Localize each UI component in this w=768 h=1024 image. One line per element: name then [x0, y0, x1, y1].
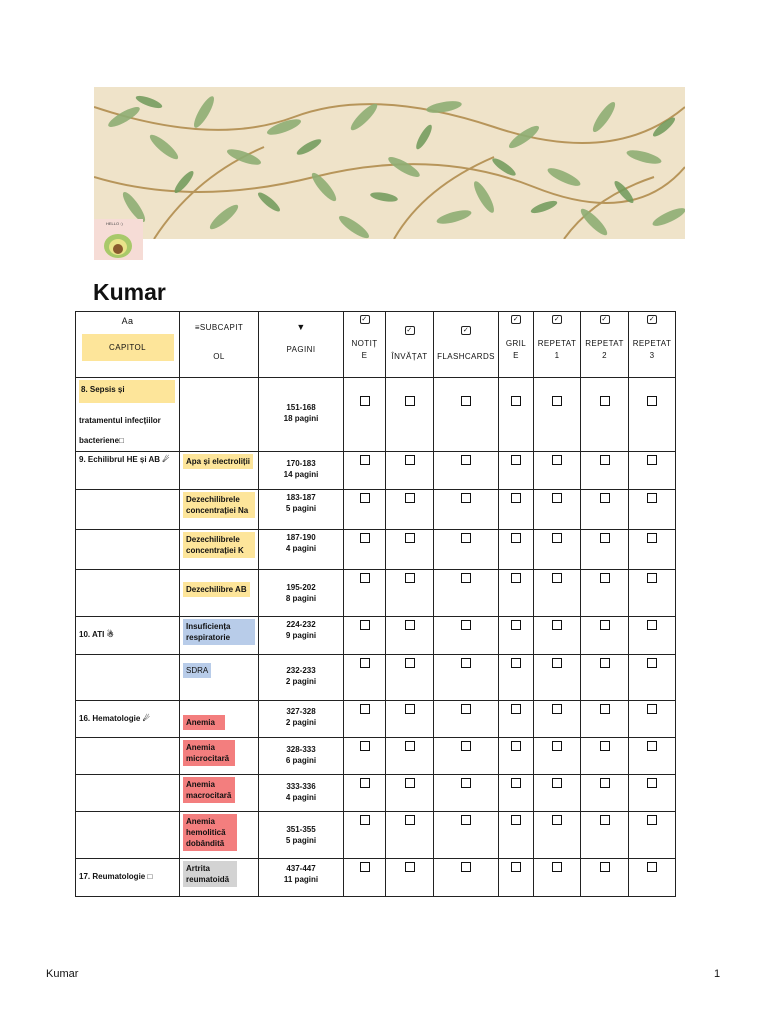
checkbox-grile[interactable]: [499, 812, 534, 859]
subcapitol-cell: [180, 378, 259, 452]
checkbox-invatat[interactable]: [386, 859, 434, 897]
checkbox-notite[interactable]: [344, 617, 386, 655]
subcapitol-cell: Dezechilibrele concentrației Na: [180, 490, 259, 530]
checkbox-flashcards[interactable]: [434, 701, 499, 738]
pages-cell: 328-333 6 pagini: [259, 738, 344, 775]
table-header-row: [76, 312, 676, 378]
header-grile[interactable]: ✓ GRIL E: [499, 312, 534, 378]
pages-cell: 351-355 5 pagini: [259, 812, 344, 859]
header-banner-image: [94, 87, 685, 239]
page-number: 1: [714, 968, 721, 980]
table-row: [76, 378, 676, 452]
subcapitol-cell: Artrita reumatoidă: [180, 859, 259, 897]
subcapitol-cell: Dezechilibre AB: [180, 570, 259, 617]
capitol-cell: [76, 490, 180, 530]
capitol-cell: [76, 738, 180, 775]
checkbox-repetat-2[interactable]: [581, 738, 629, 775]
page-title: Kumar: [93, 279, 166, 305]
checkbox-repetat-1[interactable]: [534, 530, 581, 570]
checkbox-repetat-3[interactable]: [629, 738, 676, 775]
checkbox-flashcards[interactable]: [434, 859, 499, 897]
checkbox-notite[interactable]: [344, 738, 386, 775]
header-repetat-2[interactable]: ✓ REPETAT 2: [581, 312, 629, 378]
study-tracker-table: [75, 311, 676, 897]
checkbox-repetat-1[interactable]: [534, 452, 581, 490]
checkbox-icon: ✓: [648, 316, 656, 323]
checkbox-flashcards[interactable]: [434, 617, 499, 655]
checkbox-repetat-2[interactable]: [581, 490, 629, 530]
checkbox-flashcards[interactable]: [434, 530, 499, 570]
checkbox-repetat-2[interactable]: [581, 859, 629, 897]
subcapitol-cell: Anemia: [180, 701, 259, 738]
checkbox-invatat[interactable]: [386, 530, 434, 570]
table-row: [76, 701, 676, 738]
capitol-cell: 9. Echilibrul HE și AB ☄: [76, 452, 180, 490]
pages-cell: 327-328 2 pagini: [259, 701, 344, 738]
table-row: [76, 859, 676, 897]
checkbox-grile[interactable]: [499, 775, 534, 812]
checkbox-icon: ✓: [553, 316, 561, 323]
capitol-cell: [76, 570, 180, 617]
table-row: [76, 570, 676, 617]
avocado-avatar: [94, 219, 143, 260]
checkbox-grile[interactable]: [499, 655, 534, 701]
pages-cell: 170-183 14 pagini: [259, 452, 344, 490]
checkbox-repetat-1[interactable]: [534, 570, 581, 617]
checkbox-grile[interactable]: [499, 738, 534, 775]
header-flashcards[interactable]: ✓ FLASHCARDS: [434, 312, 499, 378]
checkbox-flashcards[interactable]: [434, 812, 499, 859]
pages-cell: 232-233 2 pagini: [259, 655, 344, 701]
subcapitol-cell: Insuficiența respiratorie: [180, 617, 259, 655]
pages-cell: 195-202 8 pagini: [259, 570, 344, 617]
checkbox-notite[interactable]: [344, 655, 386, 701]
checkbox-icon: ✓: [512, 316, 520, 323]
checkbox-repetat-3[interactable]: [629, 452, 676, 490]
checkbox-notite[interactable]: [344, 859, 386, 897]
checkbox-repetat-2[interactable]: [581, 570, 629, 617]
checkbox-repetat-1[interactable]: [534, 859, 581, 897]
checkbox-invatat[interactable]: [386, 452, 434, 490]
checkbox-flashcards[interactable]: [434, 655, 499, 701]
text-icon: Aa: [121, 316, 134, 326]
checkbox-invatat[interactable]: [386, 701, 434, 738]
capitol-cell: 16. Hematologie ☄: [76, 701, 180, 738]
checkbox-flashcards[interactable]: [434, 570, 499, 617]
checkbox-repetat-1[interactable]: [534, 490, 581, 530]
checkbox-flashcards[interactable]: [434, 738, 499, 775]
table-row: [76, 812, 676, 859]
pages-cell: 333-336 4 pagini: [259, 775, 344, 812]
checkbox-grile[interactable]: [499, 701, 534, 738]
checkbox-grile[interactable]: [499, 378, 534, 452]
checkbox-grile[interactable]: [499, 617, 534, 655]
checkbox-repetat-3[interactable]: [629, 570, 676, 617]
checkbox-repetat-2[interactable]: [581, 701, 629, 738]
checkbox-grile[interactable]: [499, 452, 534, 490]
checkbox-repetat-2[interactable]: [581, 617, 629, 655]
subcapitol-cell: Apa și electroliții: [180, 452, 259, 490]
checkbox-grile[interactable]: [499, 490, 534, 530]
checkbox-icon: ✓: [406, 327, 413, 334]
subcapitol-cell: Anemia hemolitică dobândită: [180, 812, 259, 859]
checkbox-icon: ✓: [601, 316, 608, 323]
checkbox-notite[interactable]: [344, 490, 386, 530]
checkbox-icon: ✓: [462, 327, 470, 334]
checkbox-repetat-1[interactable]: [534, 775, 581, 812]
subcapitol-cell: Dezechilibrele concentrației K: [180, 530, 259, 570]
capitol-cell: 10. ATI ☃: [76, 617, 180, 655]
checkbox-repetat-3[interactable]: [629, 812, 676, 859]
checkbox-notite[interactable]: [344, 701, 386, 738]
table-row: [76, 775, 676, 812]
capitol-cell: [76, 812, 180, 859]
checkbox-repetat-3[interactable]: [629, 701, 676, 738]
checkbox-repetat-2[interactable]: [581, 378, 629, 452]
dropdown-icon: ▼: [296, 322, 306, 332]
header-subcapitol[interactable]: ≡SUBCAPIT OL: [180, 312, 259, 378]
checkbox-repetat-3[interactable]: [629, 530, 676, 570]
checkbox-invatat[interactable]: [386, 617, 434, 655]
pages-cell: 151-168 18 pagini: [259, 378, 344, 452]
capitol-cell: [76, 775, 180, 812]
checkbox-notite[interactable]: [344, 775, 386, 812]
checkbox-notite[interactable]: [344, 378, 386, 452]
capitol-cell: [76, 655, 180, 701]
subcapitol-cell: Anemia microcitară: [180, 738, 259, 775]
header-capitol[interactable]: Aa CAPITOL: [76, 312, 180, 378]
header-repetat-1[interactable]: ✓ REPETAT 1: [534, 312, 581, 378]
pages-cell: 224-232 9 pagini: [259, 617, 344, 655]
checkbox-flashcards[interactable]: [434, 490, 499, 530]
header-pagini[interactable]: ▼ PAGINI: [259, 312, 344, 378]
header-notite[interactable]: ✓ NOTIȚ E: [344, 312, 386, 378]
table-row: [76, 655, 676, 701]
capitol-cell: 17. Reumatologie □: [76, 859, 180, 897]
subcapitol-cell: SDRA: [180, 655, 259, 701]
checkbox-repetat-1[interactable]: [534, 701, 581, 738]
checkbox-repetat-3[interactable]: [629, 775, 676, 812]
pages-cell: 187-190 4 pagini: [259, 530, 344, 570]
checkbox-invatat[interactable]: [386, 570, 434, 617]
checkbox-invatat[interactable]: [386, 378, 434, 452]
checkbox-invatat[interactable]: [386, 812, 434, 859]
checkbox-invatat[interactable]: [386, 775, 434, 812]
checkbox-notite[interactable]: [344, 530, 386, 570]
subcapitol-cell: Anemia macrocitară: [180, 775, 259, 812]
checkbox-notite[interactable]: [344, 452, 386, 490]
table-row: [76, 452, 676, 490]
checkbox-icon: ✓: [361, 316, 368, 323]
checkbox-repetat-2[interactable]: [581, 452, 629, 490]
checkbox-notite[interactable]: [344, 812, 386, 859]
pages-cell: 183-187 5 pagini: [259, 490, 344, 530]
table-row: [76, 490, 676, 530]
pages-cell: 437-447 11 pagini: [259, 859, 344, 897]
checkbox-repetat-2[interactable]: [581, 812, 629, 859]
table-row: [76, 617, 676, 655]
capitol-cell: 8. Sepsis și tratamentul infecțiilor bacteriene□: [76, 378, 180, 452]
checkbox-notite[interactable]: [344, 570, 386, 617]
checkbox-repetat-1[interactable]: [534, 655, 581, 701]
checkbox-repetat-2[interactable]: [581, 655, 629, 701]
checkbox-repetat-3[interactable]: [629, 617, 676, 655]
checkbox-invatat[interactable]: [386, 738, 434, 775]
checkbox-repetat-3[interactable]: [629, 655, 676, 701]
checkbox-repetat-3[interactable]: [629, 378, 676, 452]
checkbox-repetat-2[interactable]: [581, 775, 629, 812]
avatar-caption: HELLO :): [106, 221, 123, 226]
checkbox-grile[interactable]: [499, 570, 534, 617]
checkbox-flashcards[interactable]: [434, 775, 499, 812]
checkbox-invatat[interactable]: [386, 655, 434, 701]
header-repetat-3[interactable]: ✓ REPETAT 3: [629, 312, 676, 378]
table-row: [76, 738, 676, 775]
checkbox-invatat[interactable]: [386, 490, 434, 530]
checkbox-repetat-2[interactable]: [581, 530, 629, 570]
checkbox-grile[interactable]: [499, 859, 534, 897]
checkbox-repetat-1[interactable]: [534, 378, 581, 452]
checkbox-repetat-1[interactable]: [534, 812, 581, 859]
table-row: [76, 530, 676, 570]
checkbox-repetat-3[interactable]: [629, 859, 676, 897]
checkbox-repetat-1[interactable]: [534, 617, 581, 655]
header-invatat[interactable]: ✓ ÎNVĂȚAT: [386, 312, 434, 378]
checkbox-grile[interactable]: [499, 530, 534, 570]
checkbox-flashcards[interactable]: [434, 452, 499, 490]
willow-leaf-pattern: [94, 87, 685, 239]
footer-title: Kumar: [46, 968, 79, 980]
capitol-cell: [76, 530, 180, 570]
checkbox-repetat-3[interactable]: [629, 490, 676, 530]
checkbox-flashcards[interactable]: [434, 378, 499, 452]
checkbox-repetat-1[interactable]: [534, 738, 581, 775]
